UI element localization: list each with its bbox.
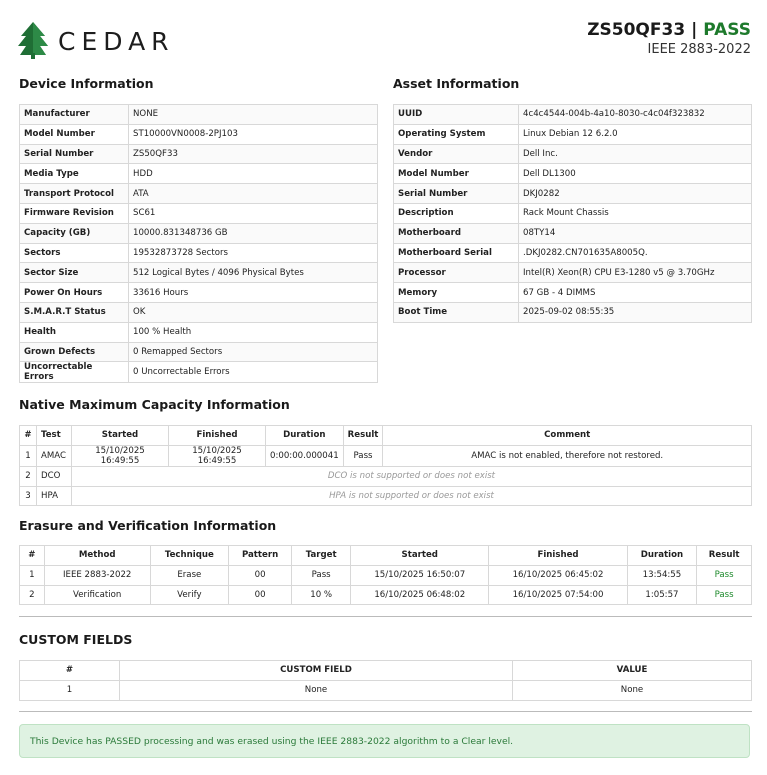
asset-info-label: Memory [394, 283, 519, 303]
device-info-table [19, 104, 378, 383]
erasure-col-header: Technique [150, 546, 228, 566]
asset-info-row [394, 283, 752, 303]
nmc-cell: HPA is not supported or does not exist [72, 486, 752, 506]
erasure-col-header: Result [697, 546, 752, 566]
custom-col-field: CUSTOM FIELD [120, 661, 513, 681]
divider [19, 711, 752, 712]
nmc-col-test: Test [37, 426, 72, 446]
custom-fields-table [19, 660, 752, 701]
erasure-cell: 2 [20, 585, 45, 605]
device-info-value: 33616 Hours [129, 283, 378, 303]
nmc-header-row [20, 426, 752, 446]
nmc-col-duration: Duration [266, 426, 344, 446]
device-info-row [20, 223, 378, 243]
device-info-row [20, 105, 378, 125]
asset-info-row [394, 302, 752, 322]
device-info-value: HDD [129, 164, 378, 184]
cedar-logo [18, 22, 178, 60]
device-info-value: ATA [129, 184, 378, 204]
nmc-col-num: # [20, 426, 37, 446]
nmc-col-result: Result [343, 426, 383, 446]
asset-info-value: Linux Debian 12 6.2.0 [519, 124, 752, 144]
device-info-label: Serial Number [20, 144, 129, 164]
asset-info-label: Motherboard [394, 223, 519, 243]
erasure-cell: Pass [292, 565, 351, 585]
nmc-cell: 15/10/2025 16:49:55 [72, 445, 169, 466]
nmc-cell: 0:00:00.000041 [266, 445, 344, 466]
device-info-label: Sectors [20, 243, 129, 263]
report-title [587, 20, 751, 40]
table-row [20, 585, 752, 605]
device-info-row [20, 124, 378, 144]
device-info-value: 0 Uncorrectable Errors [129, 362, 378, 383]
device-info-label: Power On Hours [20, 283, 129, 303]
erasure-col-header: Duration [627, 546, 697, 566]
divider [19, 616, 752, 617]
device-info-row [20, 322, 378, 342]
table-row [20, 445, 752, 466]
asset-info-label: Vendor [394, 144, 519, 164]
device-info-value: 512 Logical Bytes / 4096 Physical Bytes [129, 263, 378, 283]
asset-info-value: Rack Mount Chassis [519, 203, 752, 223]
custom-col-num: # [20, 661, 120, 681]
erasure-cell: 1 [20, 565, 45, 585]
device-info-row [20, 144, 378, 164]
erasure-col-header: Finished [489, 546, 627, 566]
pass-banner: This Device has PASSED processing and was erased using the IEEE 2883-2022 algorithm to a Clear level. [19, 724, 750, 758]
device-info-title: Device Information [19, 76, 154, 91]
header-standard: IEEE 2883-2022 [647, 42, 751, 57]
table-row [20, 466, 752, 486]
asset-info-value: Dell Inc. [519, 144, 752, 164]
custom-cell: None [513, 680, 752, 700]
device-info-label: Firmware Revision [20, 203, 129, 223]
asset-info-label: Serial Number [394, 184, 519, 204]
erasure-header-row [20, 546, 752, 566]
device-info-label: Media Type [20, 164, 129, 184]
device-info-value: 10000.831348736 GB [129, 223, 378, 243]
nmc-cell: 2 [20, 466, 37, 486]
custom-cell: None [120, 680, 513, 700]
erasure-title: Erasure and Verification Information [19, 518, 277, 533]
device-info-row [20, 283, 378, 303]
device-info-value: 100 % Health [129, 322, 378, 342]
header-separator: | [691, 20, 698, 40]
report-header [587, 20, 751, 57]
asset-info-row [394, 223, 752, 243]
asset-info-label: Model Number [394, 164, 519, 184]
erasure-col-header: Method [44, 546, 150, 566]
device-info-row [20, 203, 378, 223]
erasure-cell: 16/10/2025 06:45:02 [489, 565, 627, 585]
device-info-row [20, 164, 378, 184]
erasure-cell: 00 [228, 585, 291, 605]
asset-info-value: Dell DL1300 [519, 164, 752, 184]
asset-info-value: .DKJ0282.CN701635A8005Q. [519, 243, 752, 263]
nmc-table [19, 425, 752, 506]
asset-info-label: Description [394, 203, 519, 223]
device-info-label: S.M.A.R.T Status [20, 302, 129, 322]
device-info-value: SC61 [129, 203, 378, 223]
device-info-row [20, 342, 378, 362]
nmc-cell: 1 [20, 445, 37, 466]
device-info-value: OK [129, 302, 378, 322]
result-badge: Pass [697, 585, 752, 605]
asset-info-label: Operating System [394, 124, 519, 144]
device-info-value: 19532873728 Sectors [129, 243, 378, 263]
header-serial: ZS50QF33 [587, 20, 686, 40]
erasure-cell: 10 % [292, 585, 351, 605]
asset-info-value: Intel(R) Xeon(R) CPU E3-1280 v5 @ 3.70GHz [519, 263, 752, 283]
asset-info-row [394, 144, 752, 164]
nmc-cell: 3 [20, 486, 37, 506]
device-info-value: NONE [129, 105, 378, 125]
erasure-col-header: Pattern [228, 546, 291, 566]
asset-info-row [394, 124, 752, 144]
nmc-cell: HPA [37, 486, 72, 506]
nmc-col-comment: Comment [383, 426, 752, 446]
result-badge: Pass [697, 565, 752, 585]
asset-info-row [394, 105, 752, 125]
nmc-cell: 15/10/2025 16:49:55 [169, 445, 266, 466]
device-info-value: ST10000VN0008-2PJ103 [129, 124, 378, 144]
asset-info-row [394, 164, 752, 184]
device-info-label: Uncorrectable Errors [20, 362, 129, 383]
erasure-cell: 00 [228, 565, 291, 585]
custom-col-value: VALUE [513, 661, 752, 681]
erasure-col-header: # [20, 546, 45, 566]
erasure-cell: Erase [150, 565, 228, 585]
asset-info-row [394, 184, 752, 204]
device-info-row [20, 362, 378, 383]
nmc-cell: AMAC [37, 445, 72, 466]
custom-fields-title: CUSTOM FIELDS [19, 632, 133, 647]
erasure-cell: IEEE 2883-2022 [44, 565, 150, 585]
erasure-cell: 16/10/2025 06:48:02 [351, 585, 489, 605]
erasure-cell: Verification [44, 585, 150, 605]
device-info-row [20, 243, 378, 263]
nmc-cell: DCO [37, 466, 72, 486]
asset-info-label: Boot Time [394, 302, 519, 322]
device-info-label: Sector Size [20, 263, 129, 283]
asset-info-table [393, 104, 752, 323]
asset-info-row [394, 243, 752, 263]
device-info-value: ZS50QF33 [129, 144, 378, 164]
asset-info-value: 08TY14 [519, 223, 752, 243]
custom-header-row [20, 661, 752, 681]
nmc-title: Native Maximum Capacity Information [19, 397, 290, 412]
nmc-cell: DCO is not supported or does not exist [72, 466, 752, 486]
erasure-cell: 1:05:57 [627, 585, 697, 605]
erasure-cell: 13:54:55 [627, 565, 697, 585]
device-info-row [20, 263, 378, 283]
brand-name: CEDAR [58, 26, 175, 56]
asset-info-row [394, 263, 752, 283]
erasure-cell: 15/10/2025 16:50:07 [351, 565, 489, 585]
device-info-row [20, 184, 378, 204]
custom-cell: 1 [20, 680, 120, 700]
erasure-col-header: Target [292, 546, 351, 566]
nmc-cell: Pass [343, 445, 383, 466]
nmc-col-started: Started [72, 426, 169, 446]
asset-info-value: 2025-09-02 08:55:35 [519, 302, 752, 322]
asset-info-row [394, 203, 752, 223]
asset-info-value: 4c4c4544-004b-4a10-8030-c4c04f323832 [519, 105, 752, 125]
device-info-label: Transport Protocol [20, 184, 129, 204]
device-info-label: Manufacturer [20, 105, 129, 125]
device-info-label: Health [20, 322, 129, 342]
nmc-col-finished: Finished [169, 426, 266, 446]
header-status: PASS [703, 20, 751, 40]
erasure-cell: 16/10/2025 07:54:00 [489, 585, 627, 605]
asset-info-value: 67 GB - 4 DIMMS [519, 283, 752, 303]
tree-icon [18, 22, 48, 60]
table-row [20, 565, 752, 585]
device-info-label: Capacity (GB) [20, 223, 129, 243]
device-info-label: Grown Defects [20, 342, 129, 362]
erasure-table [19, 545, 752, 605]
device-info-row [20, 302, 378, 322]
nmc-cell: AMAC is not enabled, therefore not restored. [383, 445, 752, 466]
erasure-cell: Verify [150, 585, 228, 605]
device-info-label: Model Number [20, 124, 129, 144]
table-row [20, 680, 752, 700]
asset-info-title: Asset Information [393, 76, 520, 91]
device-info-value: 0 Remapped Sectors [129, 342, 378, 362]
erasure-col-header: Started [351, 546, 489, 566]
asset-info-label: Motherboard Serial [394, 243, 519, 263]
asset-info-label: UUID [394, 105, 519, 125]
asset-info-label: Processor [394, 263, 519, 283]
table-row [20, 486, 752, 506]
asset-info-value: DKJ0282 [519, 184, 752, 204]
